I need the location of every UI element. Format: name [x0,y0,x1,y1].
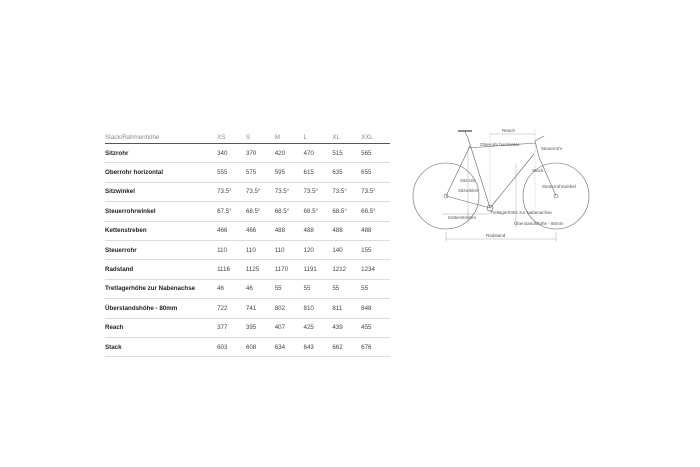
table-row [105,279,390,298]
seatpost [465,132,468,138]
stem [535,136,544,141]
row-value: 120 [304,240,333,259]
row-value: 110 [246,240,275,259]
down-tube [490,154,534,208]
row-value: 68.5° [361,202,390,221]
label-radstand: Radstand [486,233,506,238]
row-value: 488 [332,221,361,240]
label-sitzrohr: Sitzrohr [460,178,476,183]
bike-geometry-diagram [408,124,598,244]
row-value: 73.5° [217,182,246,201]
row-value: 1212 [332,260,361,279]
row-value: 370 [246,144,275,163]
row-value: 635 [332,163,361,182]
row-value: 466 [246,221,275,240]
row-label: Oberrohr horizontal [105,163,217,182]
row-value: 565 [361,144,390,163]
label-tretlager: Tretlagerhöhe zur Nabenachse [490,210,552,215]
table-row [105,337,390,356]
row-value: 722 [217,299,246,318]
size-header: XS [217,133,246,144]
row-value: 55 [332,279,361,298]
table-row [105,240,390,259]
row-label: Tretlagerhöhe zur Nabenachse [105,279,217,298]
row-value: 488 [304,221,333,240]
row-value: 377 [217,318,246,337]
table-header-row [105,133,390,144]
size-header: M [275,133,304,144]
table-row [105,144,390,163]
row-value: 340 [217,144,246,163]
row-value: 470 [304,144,333,163]
row-value: 676 [361,337,390,356]
table-row [105,299,390,318]
row-value: 140 [332,240,361,259]
label-kettenstreben: Kettenstreben [448,215,477,220]
row-value: 575 [246,163,275,182]
row-value: 395 [246,318,275,337]
table-body [105,144,390,357]
size-header: S [246,133,275,144]
row-label: Überstandshöhe - 80mm [105,299,217,318]
row-value: 643 [304,337,333,356]
row-value: 1191 [304,260,333,279]
row-value: 46 [217,279,246,298]
row-value: 68.5° [304,202,333,221]
row-value: 1125 [246,260,275,279]
row-value: 555 [217,163,246,182]
row-label: Steuerrohr [105,240,217,259]
row-value: 73.5° [246,182,275,201]
label-reach: Reach [502,128,516,133]
row-label: Sitzwinkel [105,182,217,201]
head-tube [535,141,539,157]
row-value: 73.5° [361,182,390,201]
row-value: 595 [275,163,304,182]
row-value: 55 [304,279,333,298]
row-value: 67.5° [217,202,246,221]
row-value: 741 [246,299,275,318]
table-row [105,202,390,221]
row-value: 466 [217,221,246,240]
size-header: XXL [361,133,390,144]
table-row [105,182,390,201]
row-value: 662 [332,337,361,356]
row-value: 615 [304,163,333,182]
table-row [105,260,390,279]
row-value: 1234 [361,260,390,279]
table-row [105,221,390,240]
row-value: 55 [275,279,304,298]
label-sitzwinkel: Sitzwinkel [458,188,479,193]
row-label: Stack [105,337,217,356]
label-steuerrohr: Steuerrohr [541,146,563,151]
row-value: 73.5° [332,182,361,201]
row-value: 439 [332,318,361,337]
row-label: Kettenstreben [105,221,217,240]
row-value: 603 [217,337,246,356]
row-value: 155 [361,240,390,259]
row-value: 810 [304,299,333,318]
row-value: 73.5° [275,182,304,201]
row-value: 655 [361,163,390,182]
row-value: 488 [361,221,390,240]
table-row [105,163,390,182]
row-value: 848 [361,299,390,318]
row-value: 420 [275,144,304,163]
label-stack: Stack [532,168,544,173]
row-value: 68.5° [246,202,275,221]
geometry-table [105,133,390,357]
row-value: 110 [275,240,304,259]
row-value: 425 [304,318,333,337]
row-value: 455 [361,318,390,337]
label-oberrohr: Oberrohr horizontal [480,142,519,147]
size-header: XL [332,133,361,144]
row-value: 1116 [217,260,246,279]
row-value: 73.5° [304,182,333,201]
row-value: 68.5° [332,202,361,221]
table-row [105,318,390,337]
row-value: 608 [246,337,275,356]
row-label: Reach [105,318,217,337]
row-value: 46 [246,279,275,298]
row-value: 55 [361,279,390,298]
row-value: 488 [275,221,304,240]
row-label: Sitzrohr [105,144,217,163]
label-steuerrohrwinkel: Steuerrohrwinkel [542,184,576,189]
row-label: Radstand [105,260,217,279]
row-value: 515 [332,144,361,163]
row-value: 68.5° [275,202,304,221]
row-value: 634 [275,337,304,356]
row-value: 110 [217,240,246,259]
row-value: 811 [332,299,361,318]
row-value: 802 [275,299,304,318]
header-label: Stack/Rahmenhöhe [105,133,217,144]
row-value: 407 [275,318,304,337]
row-value: 1170 [275,260,304,279]
row-label: Steuerrohrwinkel [105,202,217,221]
size-header: L [304,133,333,144]
label-ueberstand: Überstandshöhe - 80mm [514,221,564,226]
